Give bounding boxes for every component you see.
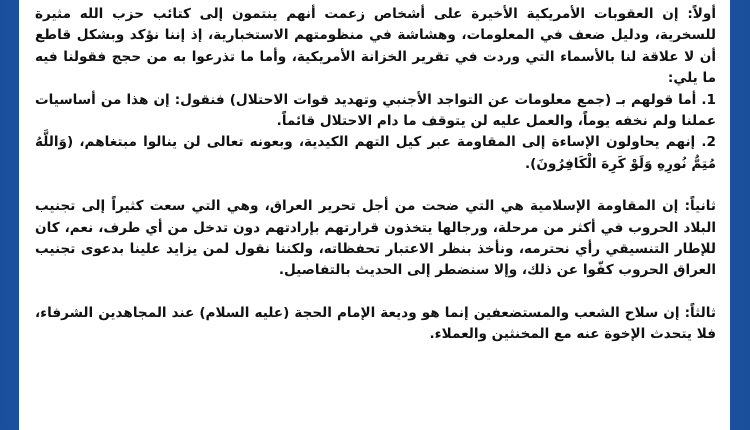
paragraph-third: ثالثاً: إن سلاح الشعب والمستضعفين إنما هو وديعة الإمام الحجة (عليه السلام) عند المجاهدين الشرفاء، فلا يتحدث الإخوة عنه مع المخنثين والعملاء. [35, 304, 716, 343]
paragraph-first-point-1: 1. أما قولهم بـ (جمع معلومات عن التواجد الأجنبي وتهديد قوات الاحتلال) فنقول: إن هذا من أساسيات عملنا ولم نخفه يوماً، والعمل عليه لن يتوقف ما دام الاحتلال قائماً. [35, 91, 716, 130]
paragraph-first-point-2: 2. إنهم يحاولون الإساءة إلى المقاومة عبر كيل التهم الكيدية، وبعونه تعالى لن ينالوا مبتغاهم، (وَاللَّهُ مُتِمُّ نُورِهِ وَلَوْ كَرِهَ الْكَافِرُونَ). [35, 134, 716, 172]
paragraph-first: أولاً: إن العقوبات الأمريكية الأخيرة على أشخاص زعمت أنهم ينتمون إلى كتائب حزب الله مثيرة للسخرية، ودليل ضعف في المعلومات، وهشاشة في منظومتهم الاستخبارية، إذ إننا نؤكد وبشكل قاطع أن لا علاقة لنا بالأسماء التي وردت في تقرير الخزانة الأمريكية، وأما ما تذرعوا به من حجج فقولنا فيه ما يلي: [35, 6, 716, 87]
paragraph-spacer [35, 282, 716, 303]
paragraph-spacer [35, 175, 716, 196]
paragraph-second: ثانياً: إن المقاومة الإسلامية هي التي ضحت من أجل تحرير العراق، وهي التي سعت كثيراً إلى تجنيب البلاد الحروب في أكثر من مرحلة، ورجالها يتخذون قرارتهم بإرادتهم دون تدخل من أي طرف، نعم، كان للإطار التنسيقي رأي نحترمه، ونأخذ بنظر الاعتبار تحفظاته، ولكننا نقول لمن يزايد علينا بدعوى تجنيب العراق الحروب كفّوا عن ذلك، وإلا سنضطر إلى الحديث بالتفاصيل. [35, 198, 716, 279]
statement-page [19, 0, 730, 430]
statement-body [19, 0, 730, 346]
